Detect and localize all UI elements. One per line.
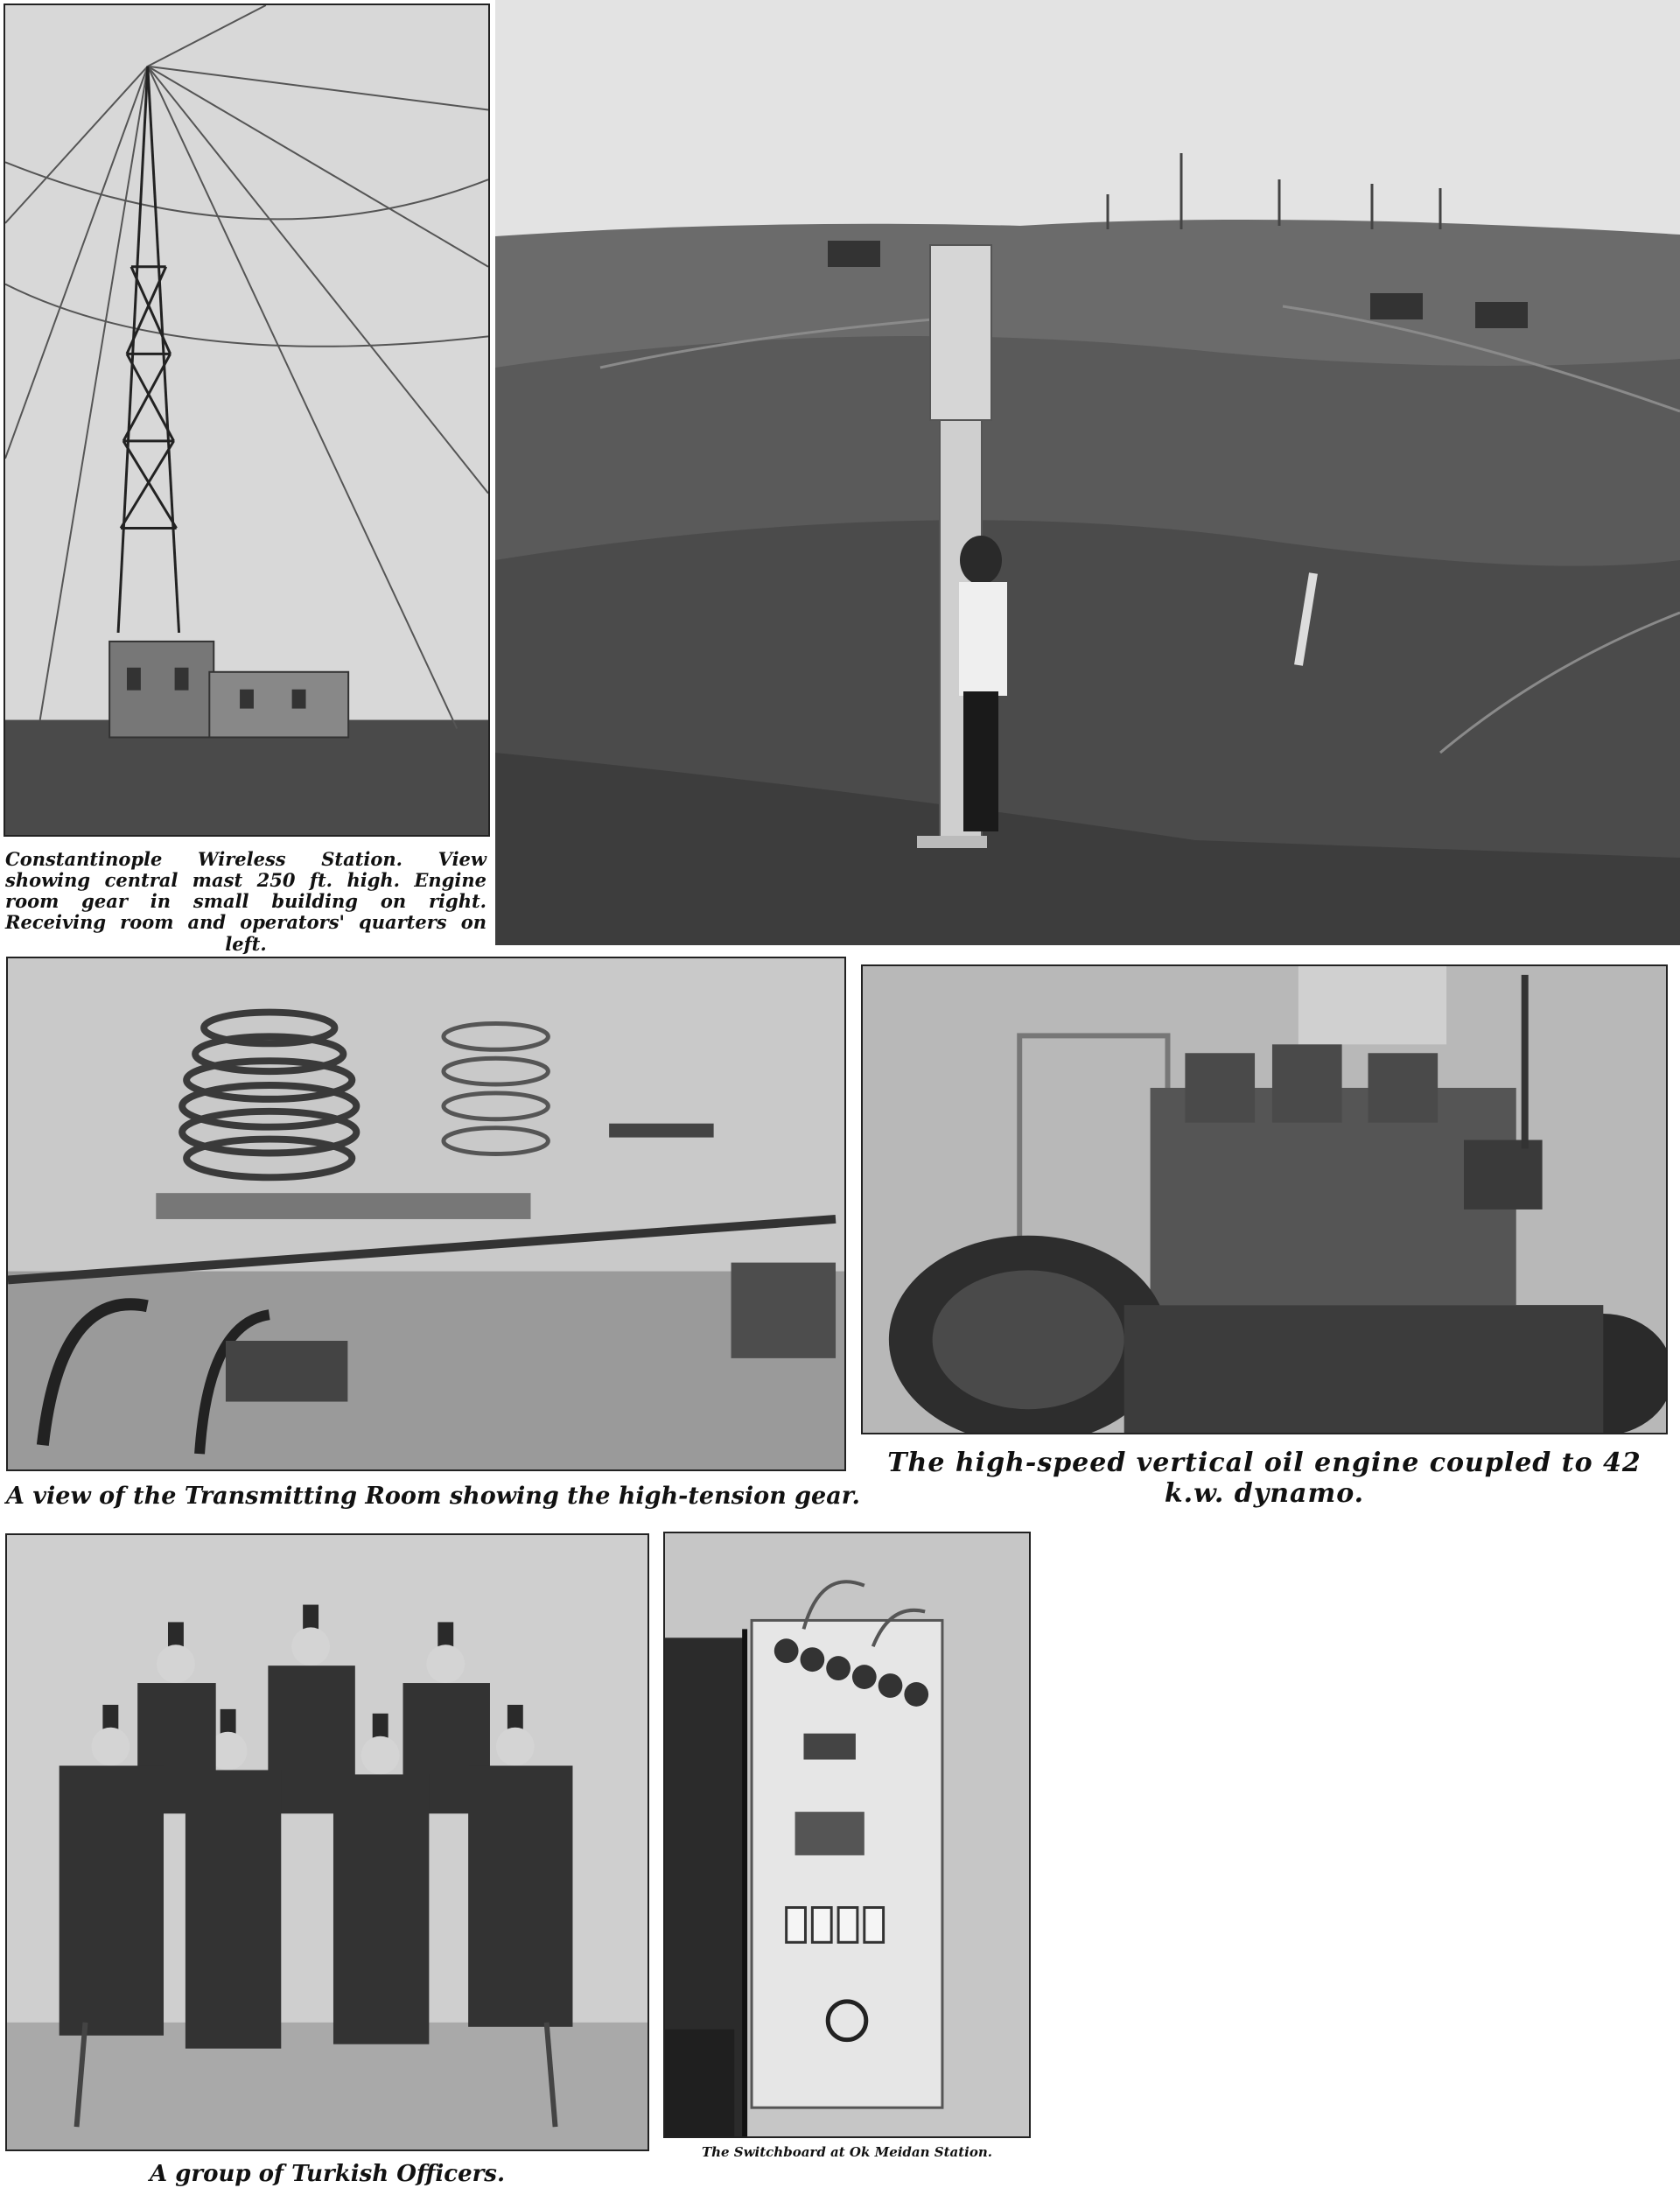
caption-transmitting-room: A view of the Transmitting Room showing the high-tension gear. (6, 1483, 860, 1510)
photo-wireless-mast (4, 4, 490, 837)
photo-oil-engine (861, 964, 1668, 1434)
photo-transmitting-room (6, 957, 846, 1471)
photo-switchboard (663, 1532, 1031, 2138)
caption-wireless-station: Constantinople Wireless Station. View showing central mast 250 ft. high. Engine room gear in small building on right. Receiving room and operators' quarters on left. (5, 848, 486, 955)
caption-officers: A group of Turkish Officers. (150, 2161, 505, 2187)
photo-landscape-column (495, 0, 1680, 945)
caption-oil-engine: The high-speed vertical oil engine coupled to 42 k.w. dynamo. (887, 1448, 1642, 1509)
photo-turkish-officers (5, 1533, 649, 2151)
caption-switchboard: The Switchboard at Ok Meidan Station. (701, 2144, 993, 2160)
